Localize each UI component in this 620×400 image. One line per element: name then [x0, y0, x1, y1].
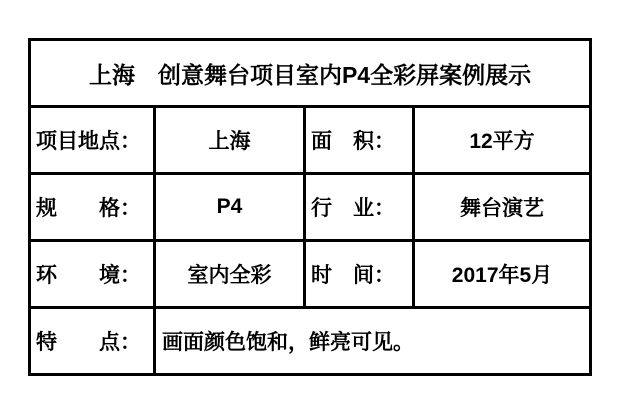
- field-label-time: 时 间：: [305, 241, 414, 308]
- table-row: [30, 107, 591, 174]
- field-label-spec: 规 格：: [30, 174, 155, 241]
- field-value-feature: 画面颜色饱和，鲜亮可见。: [155, 308, 591, 375]
- field-value-time: 2017年5月: [414, 241, 591, 308]
- field-label-environment: 环 境：: [30, 241, 155, 308]
- field-value-spec: P4: [155, 174, 305, 241]
- field-label-feature: 特 点：: [30, 308, 155, 375]
- table-row: [30, 174, 591, 241]
- field-label-area: 面 积：: [305, 107, 414, 174]
- field-value-environment: 室内全彩: [155, 241, 305, 308]
- field-value-area: 12平方: [414, 107, 591, 174]
- field-value-industry: 舞台演艺: [414, 174, 591, 241]
- project-spec-table: [28, 38, 592, 376]
- title-row: [30, 40, 591, 107]
- table-title: 上海 创意舞台项目室内P4全彩屏案例展示: [30, 40, 591, 107]
- field-value-location: 上海: [155, 107, 305, 174]
- field-label-location: 项目地点：: [30, 107, 155, 174]
- table-row: [30, 308, 591, 375]
- table-row: [30, 241, 591, 308]
- field-label-industry: 行 业：: [305, 174, 414, 241]
